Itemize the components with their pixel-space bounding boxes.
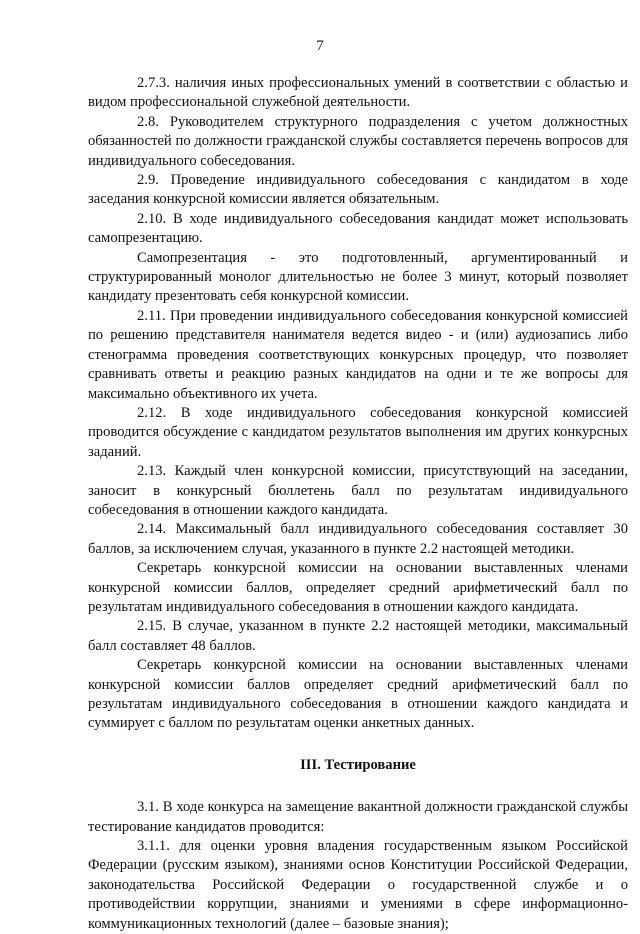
paragraph-2-11: 2.11. При проведении индивидуального собеседования конкурсной комиссией по решению представителя нанимателя ведется видео - и (или) аудиозапись либо стенограмма проведения соответствующих конкурсных процедур, что позволяет сравнивать ответы и реакцию разных кандидатов на одни и те же вопросы для максимально объективного их учета. — [88, 307, 628, 402]
paragraph-secretary-1: Секретарь конкурсной комиссии на основании выставленных членами конкурсной комиссии баллов, определяет средний арифметический балл по результатам индивидуального собеседования в отношении каждого кандидата. — [88, 560, 628, 615]
paragraph-2-7-3: 2.7.3. наличия иных профессиональных умений в соответствии с областью и видом профессиональной служебной деятельности. — [88, 75, 628, 111]
page-number: 7 — [316, 38, 324, 54]
paragraph-2-13: 2.13. Каждый член конкурсной комиссии, присутствующий на заседании, заносит в конкурсный бюллетень балл по результатам индивидуального собеседования в отношении каждого кандидата. — [88, 463, 628, 518]
paragraph-3-1-1: 3.1.1. для оценки уровня владения государственным языком Российской Федерации (русским языком), знаниями основ Конституции Российской Федерации, законодательства Российской Федерации о государственной службе и о противодействии коррупции, знаниями и умениями в сфере информационно-коммуникационных технологий (далее – базовые знания); — [88, 838, 628, 932]
paragraph-3-1: 3.1. В ходе конкурса на замещение вакантной должности гражданской службы тестирование кандидатов проводится: — [88, 799, 628, 835]
paragraph-2-14: 2.14. Максимальный балл индивидуального собеседования составляет 30 баллов, за исключением случая, указанного в пункте 2.2 настоящей методики. — [88, 521, 628, 557]
paragraph-self-presentation: Самопрезентация - это подготовленный, аргументированный и структурированный монолог длительностью не более 3 минут, который позволяет кандидату презентовать себя конкурсной комиссии. — [88, 249, 628, 305]
paragraph-2-15: 2.15. В случае, указанном в пункте 2.2 настоящей методики, максимальный балл составляет 48 баллов. — [88, 618, 628, 654]
paragraph-2-10: 2.10. В ходе индивидуального собеседования кандидат может использовать самопрезентацию. — [88, 210, 628, 247]
section-title: III. Тестирование — [300, 756, 416, 773]
document-body — [88, 74, 628, 934]
paragraph-2-8: 2.8. Руководителем структурного подразделения с учетом должностных обязанностей по должности гражданской службы составляется перечень вопросов для индивидуального собеседования. — [88, 113, 628, 169]
paragraph-2-9: 2.9. Проведение индивидуального собеседования с кандидатом в ходе заседания конкурсной комиссии является обязательным. — [88, 172, 628, 208]
paragraph-secretary-2: Секретарь конкурсной комиссии на основании выставленных членами конкурсной комиссии баллов определяет средний арифметический балл по результатам индивидуального собеседования в отношении каждого кандидата и суммирует с баллом по результатам оценки анкетных данных. — [88, 657, 628, 732]
paragraph-2-12: 2.12. В ходе индивидуального собеседования конкурсной комиссией проводится обсуждение с кандидатом результатов выполнения им других конкурсных заданий. — [88, 404, 628, 460]
